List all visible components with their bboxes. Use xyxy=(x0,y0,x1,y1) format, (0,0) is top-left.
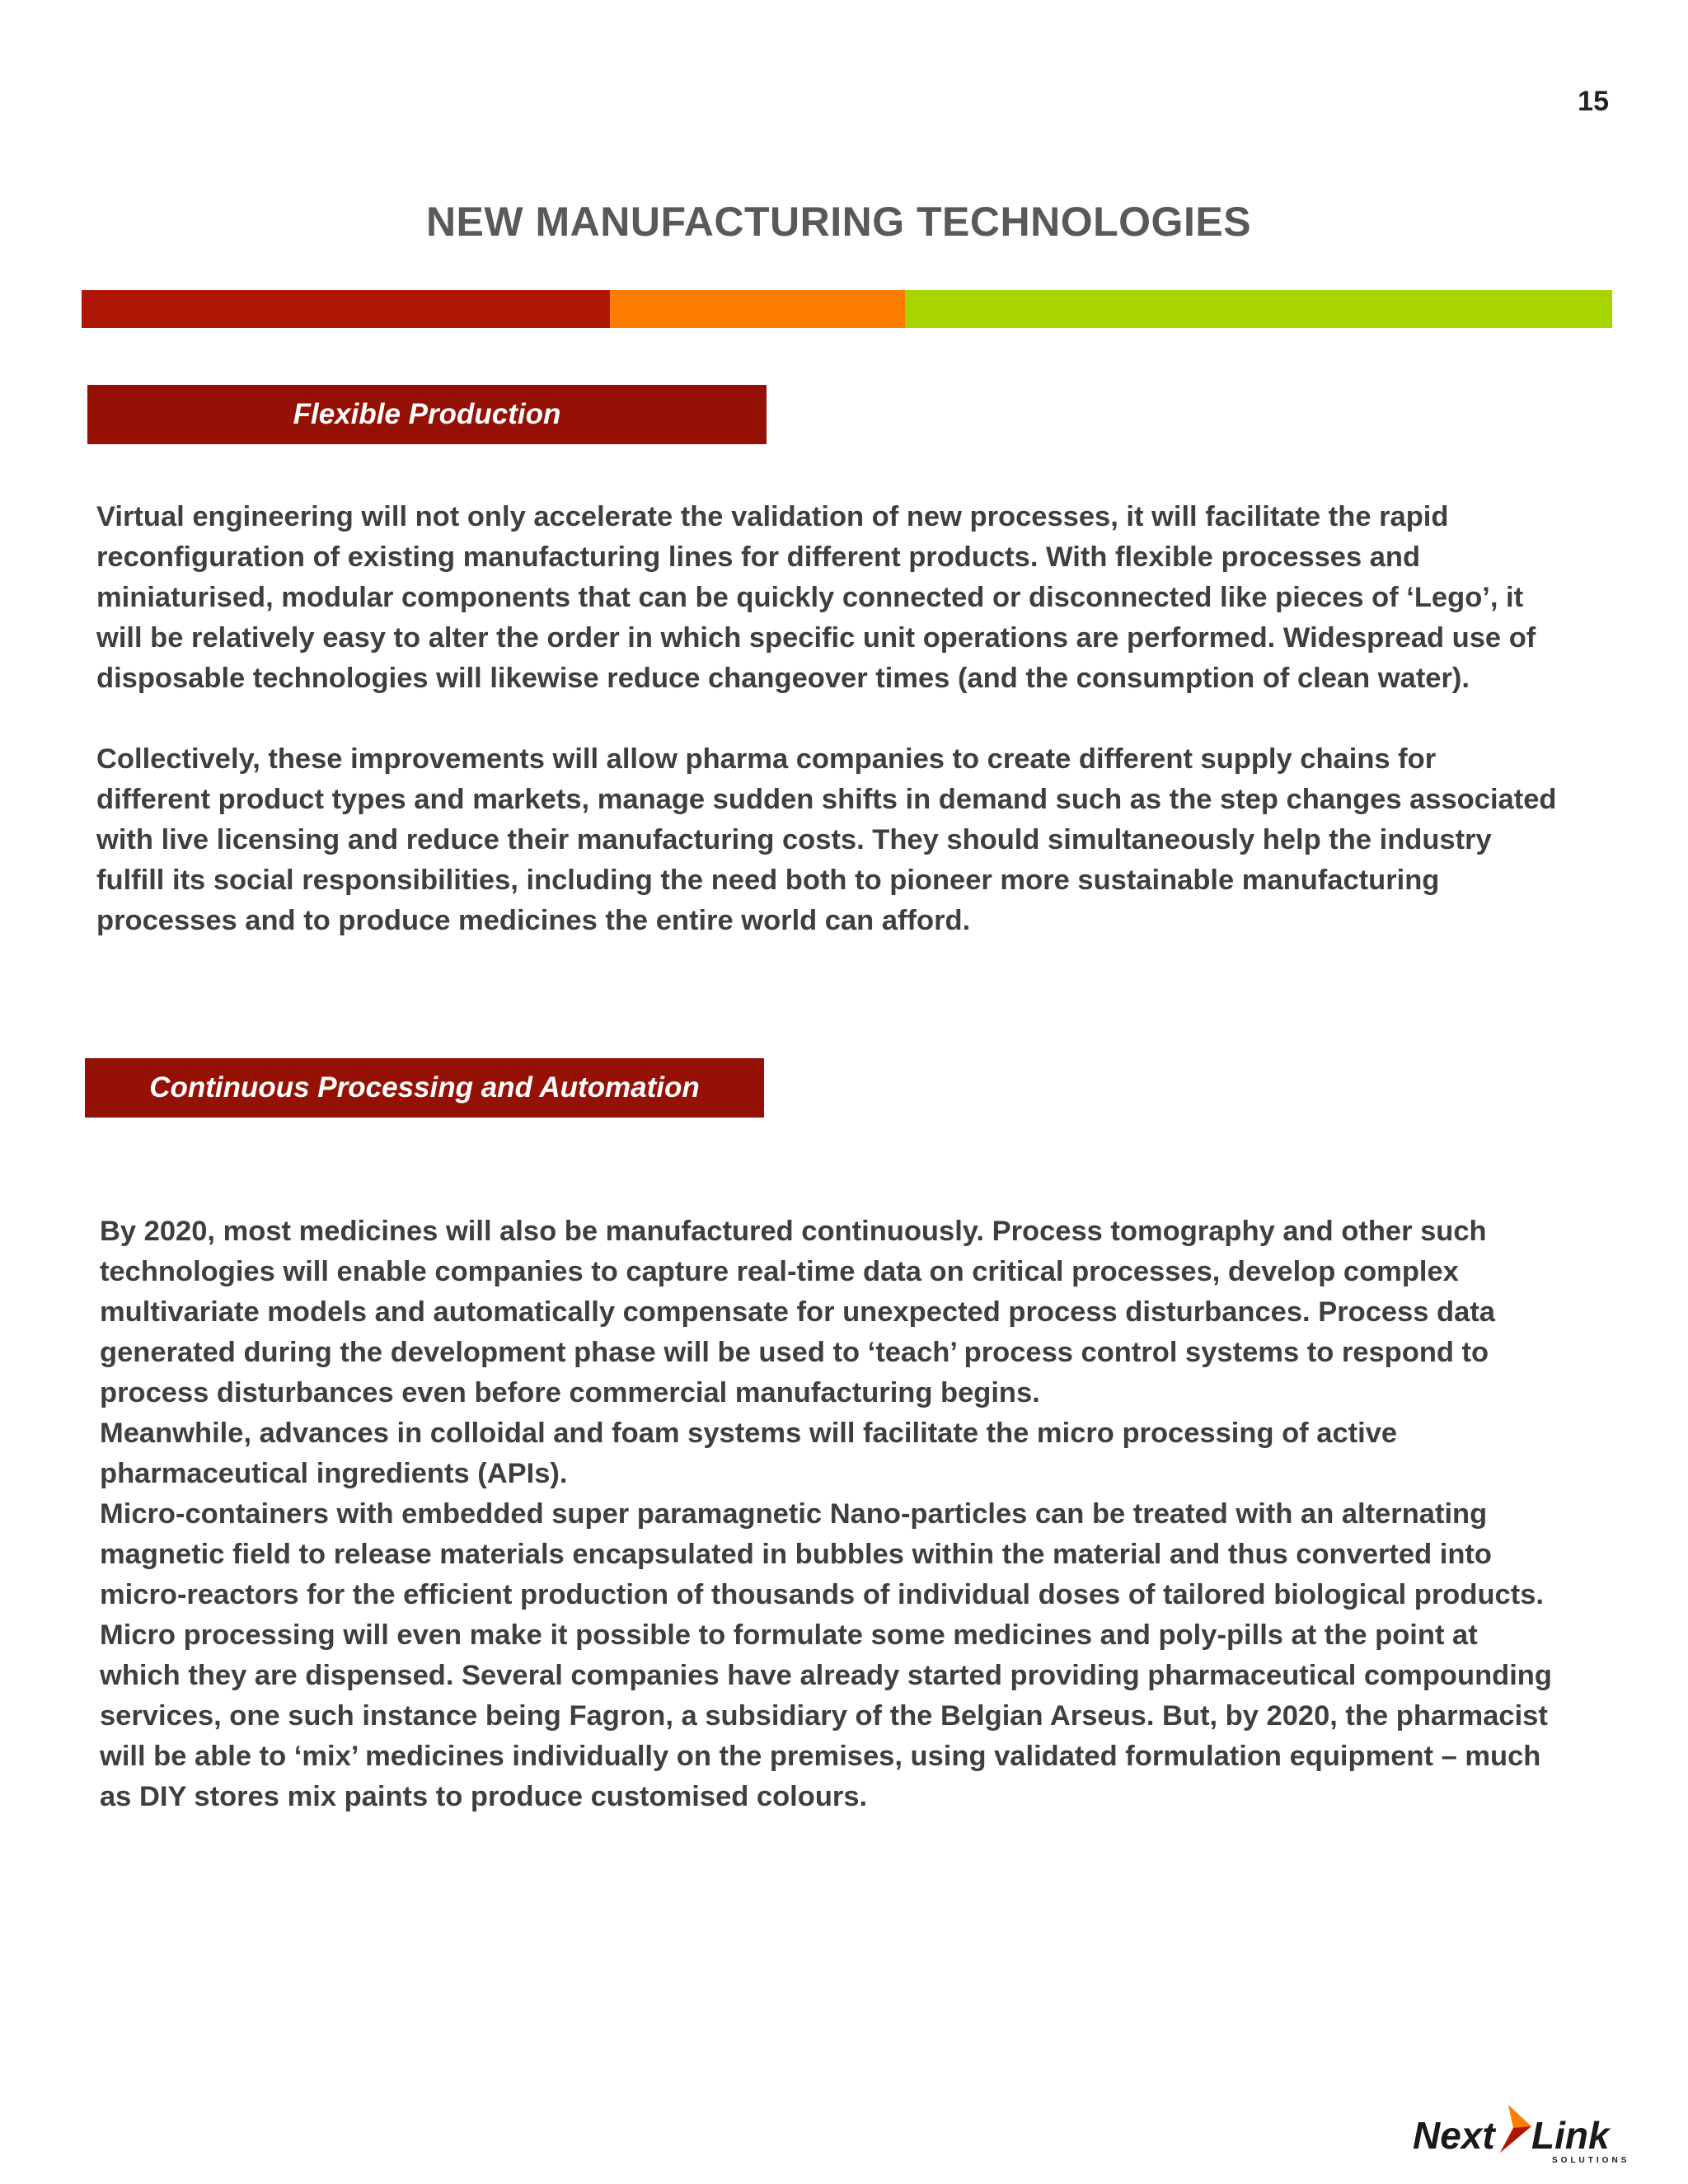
color-bar-red xyxy=(82,290,610,328)
color-bar-orange xyxy=(610,290,905,328)
page-title: NEW MANUFACTURING TECHNOLOGIES xyxy=(425,199,1252,245)
nextlink-logo xyxy=(1408,2093,1647,2168)
section-header-label: Continuous Processing and Automation xyxy=(149,1071,700,1104)
section-header-continuous-processing xyxy=(85,1058,764,1118)
paragraph: Meanwhile, advances in colloidal and foam systems will facilitate the micro processing of active pharmaceutical ingredients (APIs). xyxy=(100,1418,1398,1489)
section-body-continuous-processing xyxy=(100,1212,1649,1817)
logo-graphic xyxy=(1408,2093,1647,2168)
logo-text-link: Link xyxy=(1531,2114,1610,2157)
section-header-flexible-production xyxy=(87,385,767,444)
paragraph: Collectively, these improvements will allow pharma companies to create different supply chains for different product types and markets, manage sudden shifts in demand such as the step changes associated with live licensing and reduce their manufacturing costs. They should simultaneously help the industry fulfill its social responsibilities, including the need both to pioneer more sustainable manufacturing processes and to produce medicines the entire world can afford. xyxy=(96,743,1557,936)
logo-text-next: Next xyxy=(1413,2114,1495,2157)
paragraph: By 2020, most medicines will also be manufactured continuously. Process tomography and other such technologies will enable companies to capture real-time data on critical processes, develop complex multivariate models and automatically compensate for unexpected process disturbances. Process data generated during the development phase will be used to ‘teach’ process control systems to respond to process disturbances even before commercial manufacturing begins. xyxy=(100,1216,1495,1408)
section-body-flexible-production xyxy=(96,497,1646,941)
arrow-chevron-icon xyxy=(1500,2105,1531,2153)
logo-tagline: SOLUTIONS xyxy=(1552,2156,1630,2165)
color-bar-green xyxy=(905,290,1612,328)
section-header-label: Flexible Production xyxy=(293,398,561,430)
paragraph: Virtual engineering will not only accelerate the validation of new processes, it will facilitate the rapid reconfiguration of existing manufacturing lines for different products. With flexible processes and miniaturised, modular components that can be quickly connected or disconnected like pieces of ‘Lego’, it will be relatively easy to alter the order in which specific unit operations are performed. Widespread use of disposable technologies will likewise reduce changeover times (and the consumption of clean water). xyxy=(96,501,1536,694)
page-number: 15 xyxy=(1578,86,1609,117)
color-bar xyxy=(82,290,1612,328)
paragraph: Micro-containers with embedded super paramagnetic Nano-particles can be treated with an alternating magnetic field to release materials encapsulated in bubbles within the material and thus converted into micro-reactors for the efficient production of thousands of individual doses of tailored biological products. Micro processing will even make it possible to formulate some medicines and poly-pills at the point at which they are dispensed. Several companies have already started providing pharmaceutical compounding services, one such instance being Fagron, a subsidiary of the Belgian Arseus. But, by 2020, the pharmacist will be able to ‘mix’ medicines individually on the premises, using validated formulation equipment – much as DIY stores mix paints to produce customised colours. xyxy=(100,1498,1552,1812)
